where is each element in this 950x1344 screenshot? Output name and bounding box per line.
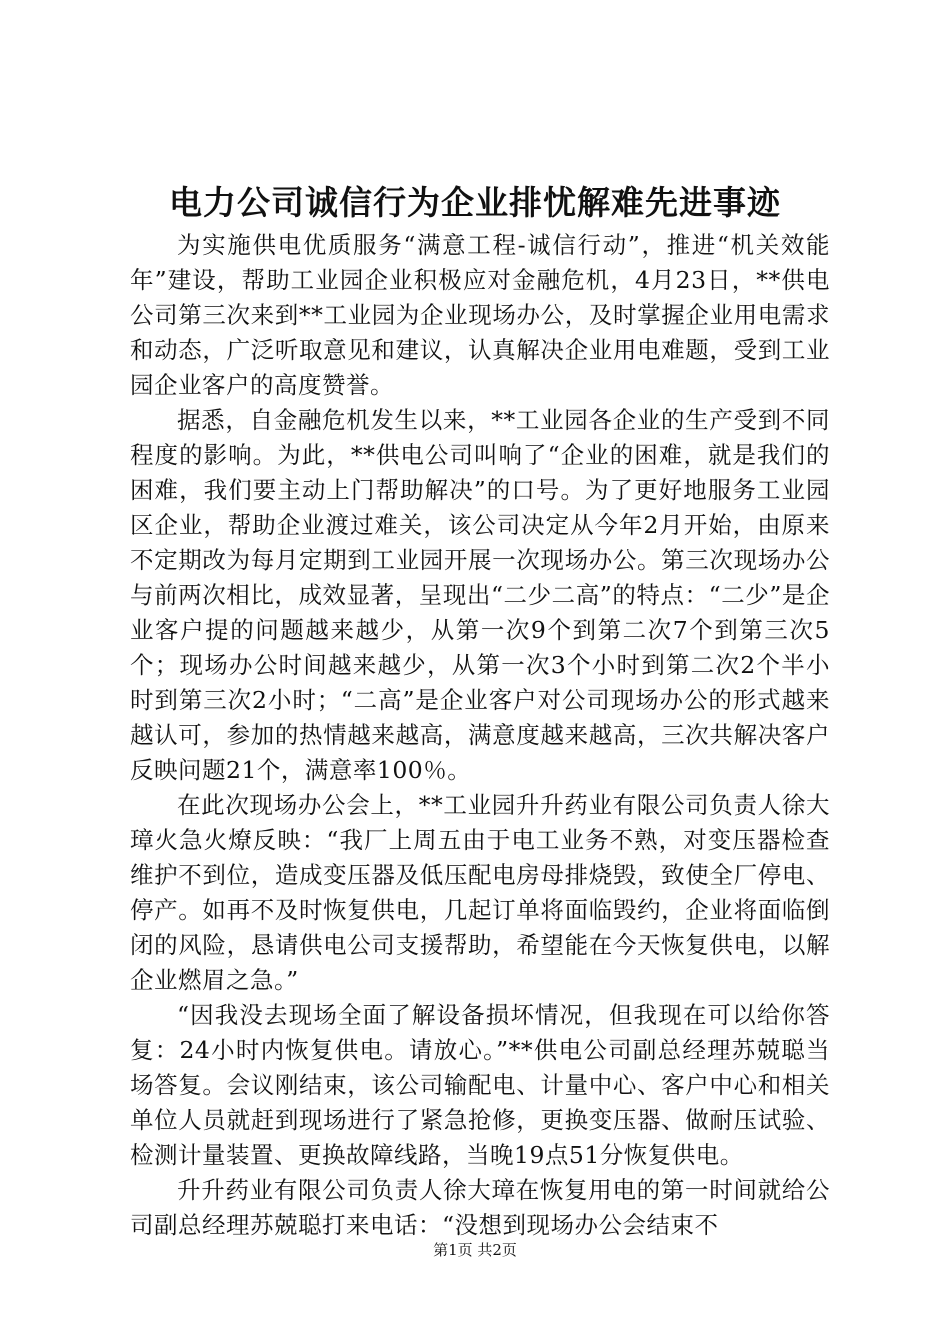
document-body: [130, 228, 830, 1243]
paragraph: 为实施供电优质服务“满意工程-诚信行动”，推进“机关效能年”建设，帮助工业园企业积极应对金融危机，4月23日，**供电公司第三次来到**工业园为企业现场办公，及时掌握企业用电需求和动态，广泛听取意见和建议，认真解决企业用电难题，受到工业园企业客户的高度赞誉。: [130, 231, 830, 399]
paragraph: 在此次现场办公会上，**工业园升升药业有限公司负责人徐大璋火急火燎反映：“我厂上周五由于电工业务不熟，对变压器检查维护不到位，造成变压器及低压配电房母排烧毁，致使全厂停电、停产。如再不及时恢复供电，几起订单将面临毁约，企业将面临倒闭的风险，恳请供电公司支援帮助，希望能在今天恢复供电，以解企业燃眉之急。”: [130, 791, 830, 994]
document-title: 电力公司诚信行为企业排忧解难先进事迹: [169, 183, 781, 222]
paragraph: 升升药业有限公司负责人徐大璋在恢复用电的第一时间就给公司副总经理苏兢聪打来电话：“没想到现场办公会结束不: [130, 1176, 830, 1239]
page-number-footer: 第1页 共2页: [433, 1241, 517, 1259]
paragraph: “因我没去现场全面了解设备损坏情况，但我现在可以给你答复：24小时内恢复供电。请放心。”**供电公司副总经理苏兢聪当场答复。会议刚结束，该公司输配电、计量中心、客户中心和相关单位人员就赶到现场进行了紧急抢修，更换变压器、做耐压试验、检测计量装置、更换故障线路，当晚19点51分恢复供电。: [130, 1001, 830, 1169]
paragraph: 据悉，自金融危机发生以来，**工业园各企业的生产受到不同程度的影响。为此，**供电公司叫响了“企业的困难，就是我们的困难，我们要主动上门帮助解决”的口号。为了更好地服务工业园区企业，帮助企业渡过难关，该公司决定从今年2月开始，由原来不定期改为每月定期到工业园开展一次现场办公。第三次现场办公与前两次相比，成效显著，呈现出“二少二高”的特点：“二少”是企业客户提的问题越来越少，从第一次9个到第二次7个到第三次5个；现场办公时间越来越少，从第一次3个小时到第二次2个半小时到第三次2小时；“二高”是企业客户对公司现场办公的形式越来越认可，参加的热情越来越高，满意度越来越高，三次共解决客户反映问题21个，满意率100％。: [130, 406, 830, 784]
